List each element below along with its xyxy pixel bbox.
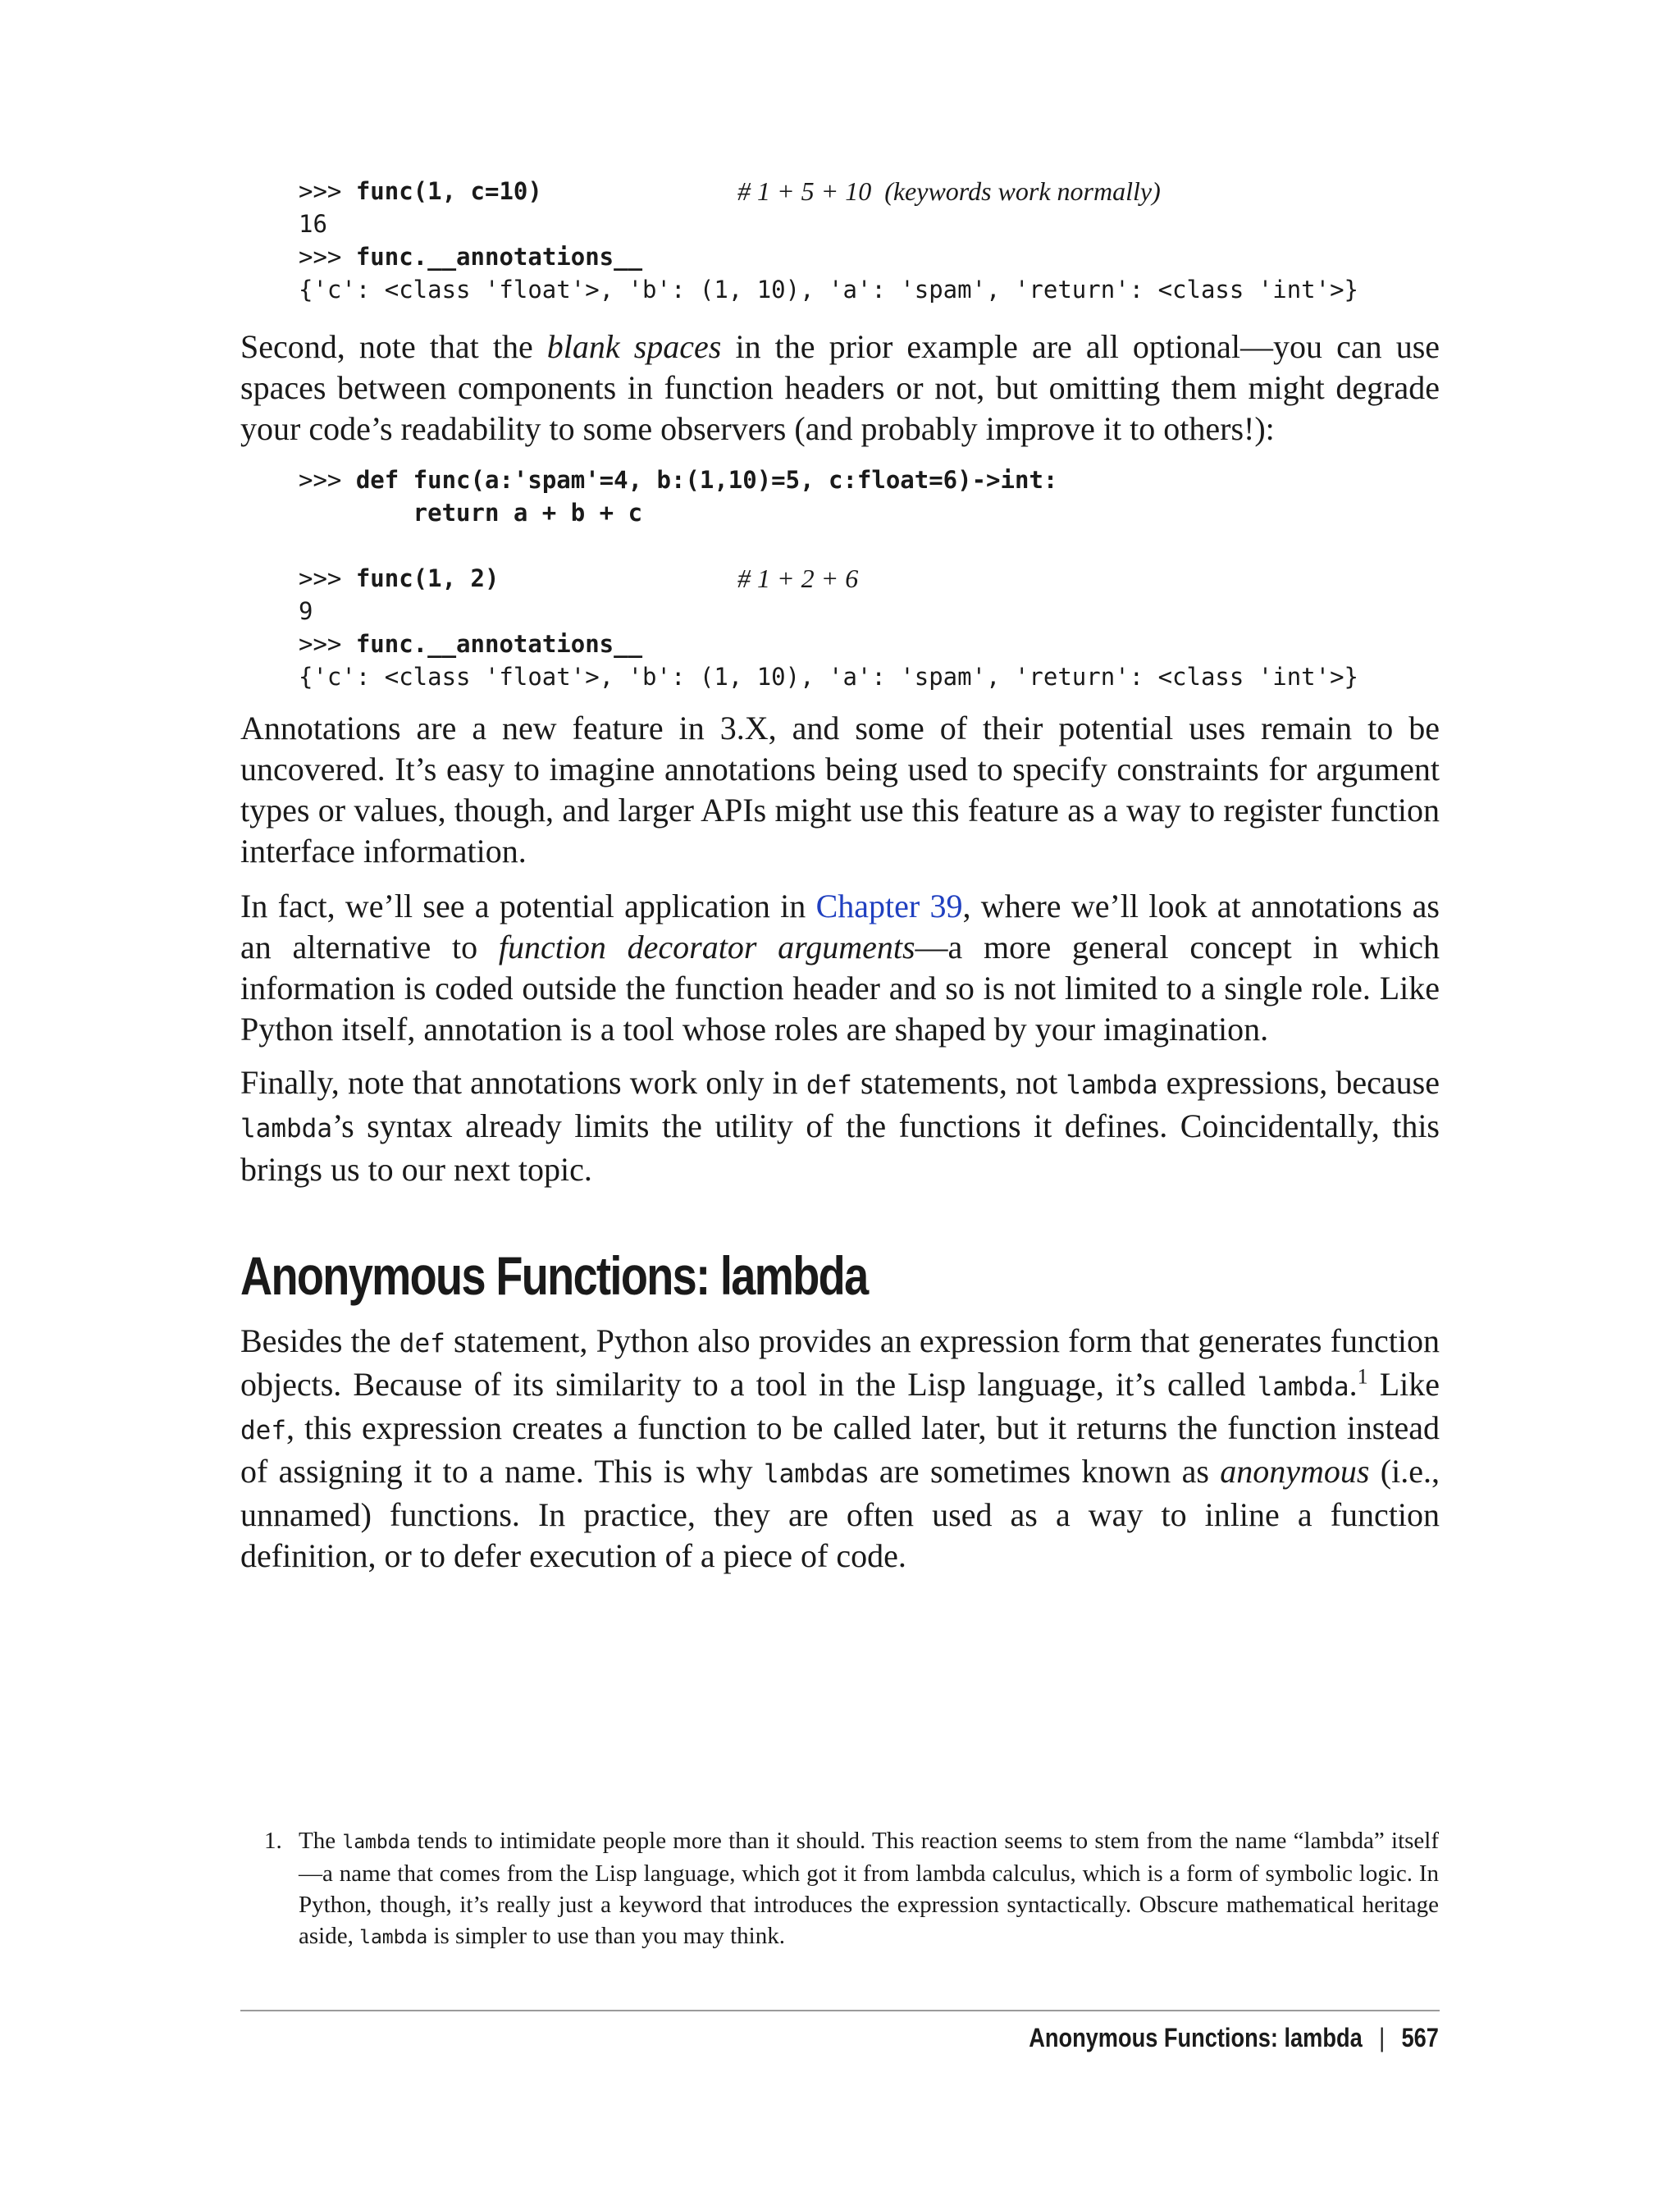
text-run: The xyxy=(299,1828,343,1854)
text-run: statement, Python also provides an expression form that generates function objects. Because of its similarity to a tool in the Lisp language, it’s called xyxy=(240,1322,1440,1403)
code-comment: # 1 + 5 + 10 (keywords work normally) xyxy=(737,176,1161,206)
text-run: , this expression creates a function to be called later, but it returns the function instead of assigning it to a name. This is why xyxy=(240,1409,1440,1490)
text-run: , where we’ll look at annotations as an alternative to xyxy=(240,888,1440,966)
text-run: is simpler to use than you may think. xyxy=(427,1923,785,1949)
paragraph-in-fact xyxy=(240,886,1440,1050)
code-line xyxy=(299,208,1358,240)
code-line xyxy=(299,562,1358,595)
code-line xyxy=(299,175,1358,208)
inline-code: lambda xyxy=(1257,1372,1349,1402)
code-input: func.__annotations__ xyxy=(355,630,643,658)
code-input: func(1, c=10) xyxy=(355,177,542,205)
footnote-text xyxy=(264,1825,1439,1953)
code-line xyxy=(299,240,1358,273)
code-line xyxy=(299,273,1358,306)
inline-code: lambda xyxy=(1066,1071,1158,1100)
code-input: return a + b + c xyxy=(299,499,643,527)
code-line xyxy=(299,463,1358,496)
text-run: Besides the xyxy=(240,1322,399,1359)
text-run: tends to intimidate people more than it should. This reaction seems to stem from the name “lambda” itself—a name that comes from the Lisp language, which got it from lambda calculus, which is a form of symbolic logic. In Python, though, it’s really just a keyword that introduces the expression syntactically. Obscure mathematical heritage aside, xyxy=(299,1828,1440,1949)
code-line xyxy=(299,595,1358,628)
text-run: In fact, we’ll see a potential application in xyxy=(240,888,816,924)
text-run: (i.e., unnamed) functions. In practice, they are often used as a way to inline a function definition, or to defer execution of a piece of code. xyxy=(240,1453,1440,1574)
inline-code: def xyxy=(806,1071,852,1100)
paragraph-blank-spaces xyxy=(240,326,1440,450)
emphasis: blank spaces xyxy=(546,328,722,365)
code-prompt: >>> xyxy=(299,177,356,205)
text-run: Like xyxy=(1367,1366,1440,1403)
chapter-39-link[interactable]: Chapter 39 xyxy=(815,888,963,924)
text-run: . xyxy=(1349,1366,1358,1403)
code-output: 16 xyxy=(299,210,327,238)
inline-code: def xyxy=(399,1329,445,1358)
code-line xyxy=(299,660,1358,693)
inline-code: def xyxy=(240,1416,286,1445)
text-run: s are sometimes known as xyxy=(855,1453,1221,1490)
code-line xyxy=(299,496,1358,529)
code-input: def func(a:'spam'=4, b:(1,10)=5, c:float=6)->int: xyxy=(355,466,1058,494)
footnote-ref-1[interactable]: 1 xyxy=(1357,1364,1368,1389)
code-output: 9 xyxy=(299,597,313,625)
code-prompt: >>> xyxy=(299,564,356,592)
emphasis: function decorator arguments xyxy=(498,929,915,966)
text-run: Finally, note that annotations work only in xyxy=(240,1064,806,1101)
text-run: statements, not xyxy=(851,1064,1066,1101)
footer-rule xyxy=(240,2010,1440,2011)
footnote-number: 1. xyxy=(264,1828,282,1854)
text-run: —a more general concept in which information is coded outside the function header and so is not limited to a single role. Like Python itself, annotation is a tool whose roles are shaped by your imagination. xyxy=(240,929,1440,1048)
code-output: {'c': <class 'float'>, 'b': (1, 10), 'a': 'spam', 'return': <class 'int'>} xyxy=(299,276,1359,304)
paragraph-annotations-new: Annotations are a new feature in 3.X, and some of their potential uses remain to be uncovered. It’s easy to imagine annotations being used to specify constraints for argument types or values, though, and larger APIs might use this feature as a way to register function interface information. xyxy=(240,710,1440,870)
paragraph-finally xyxy=(240,1062,1440,1190)
code-block-1 xyxy=(299,175,1358,306)
code-block-2 xyxy=(299,463,1358,693)
text-run: ’s syntax already limits the utility of the functions it defines. Coincidentally, this brings us to our next topic. xyxy=(240,1107,1440,1188)
emphasis: anonymous xyxy=(1220,1453,1370,1490)
code-line xyxy=(299,529,1358,562)
inline-code: lambda xyxy=(342,1832,411,1853)
code-input: func.__annotations__ xyxy=(355,243,643,271)
page-number: 567 xyxy=(1401,2023,1439,2052)
paragraph-besides xyxy=(240,1321,1440,1577)
section-heading: Anonymous Functions: lambda xyxy=(240,1245,868,1306)
footer-separator: | xyxy=(1379,2023,1386,2052)
text-run: expressions, because xyxy=(1157,1064,1440,1101)
code-line xyxy=(299,628,1358,660)
footnote-1 xyxy=(264,1825,1439,1953)
code-comment: # 1 + 2 + 6 xyxy=(737,564,859,593)
inline-code: lambda xyxy=(359,1927,428,1948)
page-footer xyxy=(1029,2020,1439,2056)
running-footer-title: Anonymous Functions: lambda xyxy=(1029,2023,1363,2052)
code-output: {'c': <class 'float'>, 'b': (1, 10), 'a': 'spam', 'return': <class 'int'>} xyxy=(299,663,1359,691)
code-prompt: >>> xyxy=(299,243,356,271)
text-run: in the prior example are all optional—you can use spaces between components in function headers or not, but omitting them might degrade your code’s readability to some observers (and probably improve it to others!): xyxy=(240,328,1440,447)
text-run: Second, note that the xyxy=(240,328,547,365)
code-input: func(1, 2) xyxy=(355,564,500,592)
code-prompt: >>> xyxy=(299,630,356,658)
inline-code: lambda xyxy=(763,1459,856,1489)
code-prompt: >>> xyxy=(299,466,356,494)
inline-code: lambda xyxy=(240,1114,332,1144)
